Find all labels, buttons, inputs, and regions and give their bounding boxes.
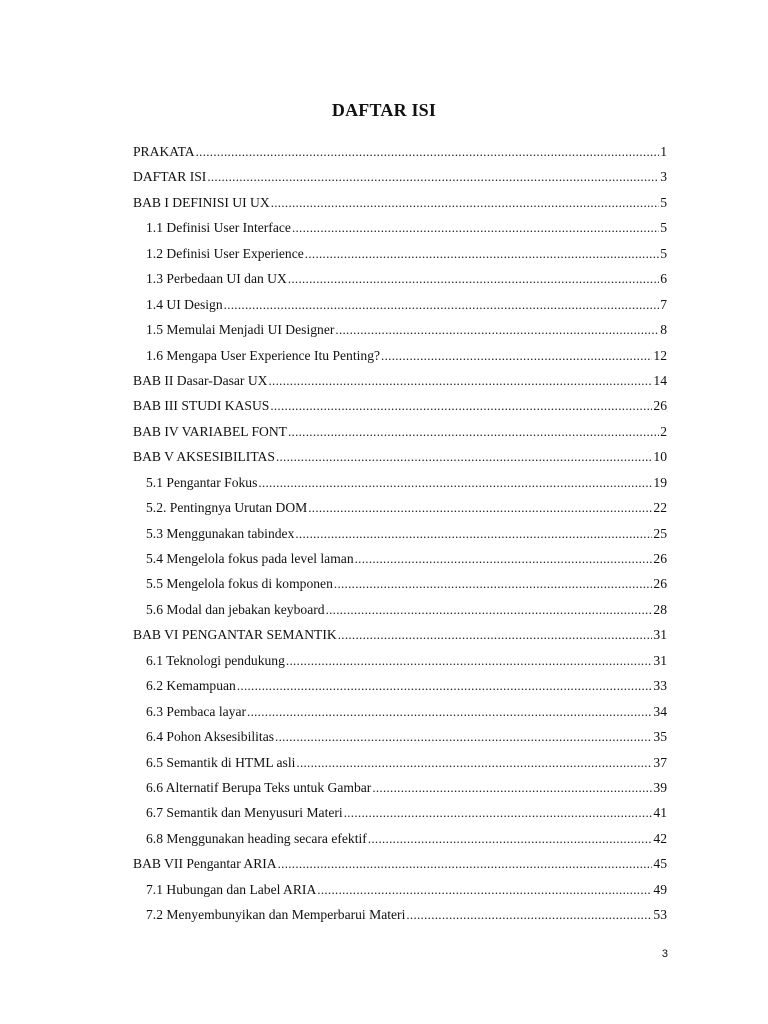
- toc-entry-label: 1.4 UI Design: [146, 296, 223, 312]
- toc-entry-label: 7.1 Hubungan dan Label ARIA: [146, 881, 317, 897]
- toc-dot-leader: [271, 193, 660, 213]
- toc-entry-page: 31: [653, 652, 667, 668]
- toc-entry-label: BAB II Dasar-Dasar UX: [133, 372, 268, 388]
- toc-dot-leader: [296, 753, 652, 773]
- toc-entry-label: BAB VII Pengantar ARIA: [133, 856, 277, 872]
- toc-entry-label: 1.3 Perbedaan UI dan UX: [146, 271, 287, 287]
- toc-dot-leader: [276, 447, 652, 467]
- toc-entry-label: 5.6 Modal dan jebakan keyboard: [146, 601, 325, 617]
- toc-entry-label: 7.2 Menyembunyikan dan Memperbarui Materi: [146, 907, 406, 923]
- toc-subentry: [133, 549, 667, 574]
- toc-entry-page: 26: [653, 576, 667, 592]
- table-of-contents: [133, 142, 667, 931]
- toc-entry-page: 41: [653, 805, 667, 821]
- toc-entry-page: 5: [660, 194, 667, 210]
- toc-entry-page: 10: [653, 449, 667, 465]
- toc-entry-page: 45: [653, 856, 667, 872]
- toc-subentry: [133, 346, 667, 371]
- toc-entry: [133, 396, 667, 421]
- toc-dot-leader: [372, 778, 652, 798]
- toc-entry-page: 42: [653, 830, 667, 846]
- toc-subentry: [133, 651, 667, 676]
- toc-subentry: [133, 676, 667, 701]
- toc-entry: [133, 167, 667, 192]
- toc-entry-page: 7: [660, 296, 667, 312]
- toc-subentry: [133, 727, 667, 752]
- toc-subentry: [133, 244, 667, 269]
- toc-entry: [133, 447, 667, 472]
- page-title: DAFTAR ISI: [331, 100, 437, 120]
- toc-entry-label: BAB VI PENGANTAR SEMANTIK: [133, 627, 337, 643]
- toc-entry-label: 6.5 Semantik di HTML asli: [146, 754, 296, 770]
- toc-entry-label: 1.5 Memulai Menjadi UI Designer: [146, 322, 335, 338]
- toc-entry-page: 19: [653, 474, 667, 490]
- toc-entry-page: 37: [653, 754, 667, 770]
- toc-dot-leader: [338, 625, 653, 645]
- toc-entry-label: DAFTAR ISI: [133, 169, 207, 185]
- toc-entry-page: 22: [653, 500, 667, 516]
- toc-dot-leader: [286, 651, 653, 671]
- toc-entry-label: 1.2 Definisi User Experience: [146, 245, 304, 261]
- toc-dot-leader: [292, 218, 659, 238]
- toc-subentry: [133, 574, 667, 599]
- toc-entry-label: 5.4 Mengelola fokus pada level laman: [146, 551, 354, 566]
- toc-entry-label: 1.1 Definisi User Interface: [146, 220, 291, 236]
- toc-entry: [133, 142, 667, 167]
- toc-entry-label: BAB III STUDI KASUS: [133, 398, 270, 414]
- toc-entry-label: PRAKATA: [133, 144, 195, 159]
- toc-dot-leader: [406, 905, 652, 925]
- toc-entry-page: 26: [653, 398, 667, 414]
- toc-entry-page: 8: [660, 322, 667, 338]
- toc-entry-page: 39: [653, 779, 667, 795]
- toc-subentry: [133, 778, 667, 803]
- toc-entry-page: 49: [653, 881, 667, 897]
- toc-entry-page: 14: [653, 372, 667, 388]
- toc-dot-leader: [288, 269, 659, 289]
- toc-entry: [133, 371, 667, 396]
- toc-dot-leader: [237, 676, 653, 696]
- toc-entry: [133, 422, 667, 447]
- toc-dot-leader: [355, 549, 653, 569]
- toc-entry-page: 25: [653, 525, 667, 541]
- toc-entry-page: 1: [660, 144, 667, 159]
- toc-entry-label: BAB I DEFINISI UI UX: [133, 194, 270, 210]
- toc-entry-label: BAB V AKSESIBILITAS: [133, 449, 275, 465]
- toc-entry-page: 2: [660, 423, 667, 439]
- toc-entry-label: 5.5 Mengelola fokus di komponen: [146, 576, 333, 592]
- toc-dot-leader: [308, 498, 652, 518]
- toc-dot-leader: [305, 244, 659, 264]
- toc-dot-leader: [368, 829, 653, 849]
- toc-entry: [133, 193, 667, 218]
- toc-entry-label: 6.4 Pohon Aksesibilitas: [146, 729, 275, 745]
- toc-subentry: [133, 498, 667, 523]
- toc-dot-leader: [258, 473, 652, 493]
- toc-entry-page: 31: [653, 627, 667, 643]
- toc-subentry: [133, 269, 667, 294]
- toc-entry-label: 6.3 Pembaca layar: [146, 703, 247, 719]
- toc-entry-page: 5: [660, 220, 667, 236]
- toc-entry-page: 35: [653, 729, 667, 745]
- toc-entry: [133, 625, 667, 650]
- toc-dot-leader: [278, 854, 653, 874]
- toc-entry-label: 5.3 Menggunakan tabindex: [146, 525, 295, 541]
- toc-subentry: [133, 295, 667, 320]
- toc-subentry: [133, 905, 667, 930]
- page-number: 3: [661, 948, 668, 960]
- toc-subentry: [133, 600, 667, 625]
- toc-dot-leader: [295, 524, 652, 544]
- toc-dot-leader: [247, 702, 652, 722]
- toc-dot-leader: [288, 422, 659, 442]
- toc-subentry: [133, 880, 667, 905]
- toc-dot-leader: [344, 803, 653, 823]
- toc-entry-label: 1.6 Mengapa User Experience Itu Penting?: [146, 347, 381, 363]
- toc-subentry: [133, 218, 667, 243]
- toc-entry-label: 6.8 Menggunakan heading secara efektif: [146, 830, 367, 846]
- toc-dot-leader: [224, 295, 660, 315]
- toc-subentry: [133, 829, 667, 854]
- toc-entry-label: 6.2 Kemampuan: [146, 678, 236, 694]
- toc-entry-label: 5.1 Pengantar Fokus: [146, 474, 258, 490]
- toc-subentry: [133, 524, 667, 549]
- toc-dot-leader: [334, 574, 653, 594]
- toc-subentry: [133, 473, 667, 498]
- toc-dot-leader: [270, 396, 652, 416]
- toc-entry-page: 3: [660, 169, 667, 185]
- toc-dot-leader: [317, 880, 652, 900]
- toc-entry-page: 6: [660, 271, 667, 287]
- toc-subentry: [133, 702, 667, 727]
- toc-subentry: [133, 803, 667, 828]
- toc-entry-page: 34: [653, 703, 667, 719]
- toc-entry-page: 28: [653, 601, 667, 617]
- toc-entry-page: 5: [660, 245, 667, 261]
- toc-dot-leader: [326, 600, 653, 620]
- toc-dot-leader: [269, 371, 653, 391]
- toc-entry-page: 26: [653, 551, 667, 566]
- toc-entry-label: 5.2. Pentingnya Urutan DOM: [146, 500, 308, 516]
- toc-dot-leader: [196, 142, 660, 162]
- toc-entry-page: 33: [653, 678, 667, 694]
- toc-entry: [133, 854, 667, 879]
- toc-entry-label: 6.7 Semantik dan Menyusuri Materi: [146, 805, 343, 821]
- toc-dot-leader: [335, 320, 659, 340]
- toc-entry-label: 6.1 Teknologi pendukung: [146, 652, 285, 668]
- toc-dot-leader: [381, 346, 652, 366]
- toc-subentry: [133, 753, 667, 778]
- toc-subentry: [133, 320, 667, 345]
- toc-dot-leader: [275, 727, 652, 747]
- toc-entry-page: 53: [653, 907, 667, 923]
- toc-entry-label: 6.6 Alternatif Berupa Teks untuk Gambar: [146, 779, 372, 795]
- toc-entry-label: BAB IV VARIABEL FONT: [133, 423, 287, 439]
- toc-entry-page: 12: [653, 347, 667, 363]
- toc-dot-leader: [207, 167, 659, 187]
